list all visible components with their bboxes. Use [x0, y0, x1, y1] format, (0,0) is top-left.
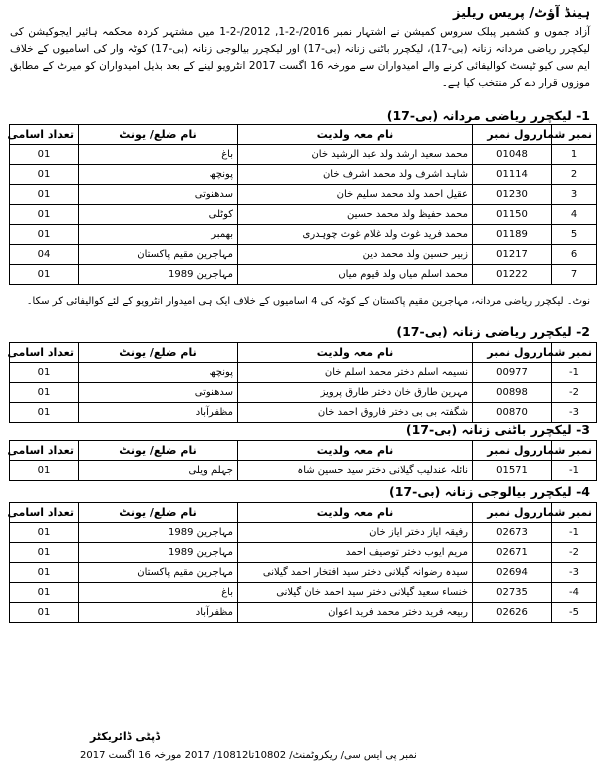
cell-district: مہاجرین 1989: [79, 543, 238, 563]
cell-roll: 01217: [473, 245, 552, 265]
table-row: [10, 523, 597, 543]
cell-district: پونچھ: [79, 165, 238, 185]
cell-district: پونچھ: [79, 363, 238, 383]
cell-name: زبیر حسین ولد محمد دین: [238, 245, 473, 265]
cell-roll: 01150: [473, 205, 552, 225]
table-row: [10, 265, 597, 285]
section-heading-botany-female: 3- لیکچرر باٹنی زنانہ (بی-17): [405, 422, 590, 437]
cell-district: مہاجرین 1989: [79, 523, 238, 543]
cell-district: سدھنوتی: [79, 383, 238, 403]
header-district: نام ضلع/ یونٹ: [79, 343, 238, 363]
section-note: نوٹ۔ لیکچرر ریاضی مردانہ، مہاجرین مقیم پاکستان کے کوٹہ کی 4 اسامیوں کے خلاف ایک ہی امیدوار انٹرویو کے لئے کوالیفائی کر سکا۔: [26, 296, 590, 307]
cell-district: سدھنوتی: [79, 185, 238, 205]
cell-count: 01: [10, 563, 79, 583]
cell-sno: -3: [552, 563, 597, 583]
header-roll: رول نمبر: [473, 343, 552, 363]
header-sno: نمبر شمار: [552, 343, 597, 363]
cell-count: 01: [10, 583, 79, 603]
cell-name: محمد اسلم میاں ولد قیوم میاں: [238, 265, 473, 285]
header-count: تعداد اسامی: [10, 503, 79, 523]
cell-name: ربیعہ فرید دختر محمد فرید اعوان: [238, 603, 473, 623]
cell-sno: -1: [552, 363, 597, 383]
cell-roll: 01222: [473, 265, 552, 285]
header-name: نام معہ ولدیت: [238, 441, 473, 461]
cell-sno: -4: [552, 583, 597, 603]
cell-district: کوٹلی: [79, 205, 238, 225]
signature-title: ڈپٹی ڈائریکٹر: [90, 730, 160, 743]
intro-paragraph: آزاد جموں و کشمیر پبلک سروس کمیشن نے اشتہار نمبر 2016/-2-1, 2012/-2-1 میں مشتہر کردہ محکمہ ہائیر ایجوکیشن کی لیکچرر ریاضی مردانہ زنانہ (بی-17)، لیکچرر باٹنی زنانہ (بی-17) اور لیکچرر بیالوجی زنانہ (بی-17) کوٹہ وار کی اسامیوں کے خلاف ایم سی کیو ٹیسٹ کوالیفائی کرنے والے امیدواران سے مورخہ 16 اگست 2017 انٹرویو لینے کے بعد بذیل امیدواران کو میرٹ کے مطابق موزوں قرار دے کر منتخب کیا ہے۔: [10, 26, 590, 89]
table-row: [10, 245, 597, 265]
table-biology-female: [9, 502, 597, 623]
cell-roll: 00898: [473, 383, 552, 403]
cell-roll: 01048: [473, 145, 552, 165]
header-roll: رول نمبر: [473, 441, 552, 461]
cell-name: محمد فرید غوث ولد غلام غوث چوہدری: [238, 225, 473, 245]
cell-count: 01: [10, 185, 79, 205]
table-row: [10, 225, 597, 245]
cell-sno: -1: [552, 523, 597, 543]
header-name: نام معہ ولدیت: [238, 503, 473, 523]
header-district: نام ضلع/ یونٹ: [79, 125, 238, 145]
table-row: [10, 563, 597, 583]
cell-name: شاہد اشرف ولد محمد اشرف خان: [238, 165, 473, 185]
cell-name: رفیقہ ایاز دختر ایاز خان: [238, 523, 473, 543]
cell-name: شگفتہ بی بی دختر فاروق احمد خان: [238, 403, 473, 423]
cell-name: محمد سعید ارشد ولد عبد الرشید خان: [238, 145, 473, 165]
cell-roll: 02673: [473, 523, 552, 543]
cell-roll: 02694: [473, 563, 552, 583]
cell-count: 01: [10, 165, 79, 185]
cell-name: خنساء سعید گیلانی دختر سید احمد خان گیلانی: [238, 583, 473, 603]
table-row: [10, 403, 597, 423]
cell-sno: 6: [552, 245, 597, 265]
cell-sno: -5: [552, 603, 597, 623]
cell-count: 01: [10, 523, 79, 543]
section-heading-biology-female: 4- لیکچرر بیالوجی زنانہ (بی-17): [389, 484, 590, 499]
table-row: [10, 165, 597, 185]
header-count: تعداد اسامی: [10, 343, 79, 363]
cell-roll: 00870: [473, 403, 552, 423]
table-row: [10, 145, 597, 165]
table-row: [10, 205, 597, 225]
cell-roll: 01230: [473, 185, 552, 205]
page-title: ہینڈ آؤٹ/ پریس ریلیز: [453, 6, 590, 21]
cell-count: 01: [10, 543, 79, 563]
table-maths-male: [9, 124, 597, 285]
cell-sno: 1: [552, 145, 597, 165]
cell-roll: 02626: [473, 603, 552, 623]
cell-district: بھمبر: [79, 225, 238, 245]
cell-name: محمد حفیظ ولد محمد حسین: [238, 205, 473, 225]
cell-district: مہاجرین مقیم پاکستان: [79, 563, 238, 583]
cell-sno: -3: [552, 403, 597, 423]
cell-name: نائلہ عندلیب گیلانی دختر سید حسین شاہ: [238, 461, 473, 481]
cell-roll: 01571: [473, 461, 552, 481]
reference-line: نمبر پی ایس سی/ ریکروٹمنٹ/ 10802تا10812/ 2017 مورخہ 16 اگست 2017: [80, 750, 417, 761]
header-name: نام معہ ولدیت: [238, 125, 473, 145]
cell-district: مہاجرین 1989: [79, 265, 238, 285]
cell-district: مہاجرین مقیم پاکستان: [79, 245, 238, 265]
cell-name: سیدہ رضوانہ گیلانی دختر سید افتخار احمد گیلانی: [238, 563, 473, 583]
table-row: [10, 185, 597, 205]
cell-roll: 01114: [473, 165, 552, 185]
cell-sno: 4: [552, 205, 597, 225]
header-count: تعداد اسامی: [10, 441, 79, 461]
cell-sno: 5: [552, 225, 597, 245]
cell-count: 01: [10, 461, 79, 481]
header-count: تعداد اسامی: [10, 125, 79, 145]
cell-count: 01: [10, 145, 79, 165]
cell-count: 01: [10, 225, 79, 245]
header-sno: نمبر شمار: [552, 125, 597, 145]
cell-count: 01: [10, 363, 79, 383]
header-sno: نمبر شمار: [552, 503, 597, 523]
cell-district: مظفرآباد: [79, 403, 238, 423]
cell-name: مہرین طارق خان دختر طارق پرویز: [238, 383, 473, 403]
cell-district: باغ: [79, 583, 238, 603]
table-maths-female: [9, 342, 597, 423]
cell-name: نسیمہ اسلم دختر محمد اسلم خان: [238, 363, 473, 383]
cell-name: عقیل احمد ولد محمد سلیم خان: [238, 185, 473, 205]
header-roll: رول نمبر: [473, 503, 552, 523]
cell-roll: 00977: [473, 363, 552, 383]
cell-count: 04: [10, 245, 79, 265]
header-name: نام معہ ولدیت: [238, 343, 473, 363]
header-sno: نمبر شمار: [552, 441, 597, 461]
cell-sno: -2: [552, 383, 597, 403]
cell-count: 01: [10, 403, 79, 423]
table-row: [10, 461, 597, 481]
table-row: [10, 543, 597, 563]
header-roll: رول نمبر: [473, 125, 552, 145]
cell-sno: 7: [552, 265, 597, 285]
cell-name: مریم ایوب دختر توصیف احمد: [238, 543, 473, 563]
cell-sno: 3: [552, 185, 597, 205]
cell-sno: 2: [552, 165, 597, 185]
header-district: نام ضلع/ یونٹ: [79, 441, 238, 461]
table-row: [10, 603, 597, 623]
cell-district: باغ: [79, 145, 238, 165]
cell-count: 01: [10, 265, 79, 285]
section-heading-maths-female: 2- لیکچرر ریاضی زنانہ (بی-17): [396, 324, 590, 339]
cell-roll: 02735: [473, 583, 552, 603]
cell-district: مظفرآباد: [79, 603, 238, 623]
cell-roll: 02671: [473, 543, 552, 563]
cell-sno: -1: [552, 461, 597, 481]
cell-district: جہلم ویلی: [79, 461, 238, 481]
header-district: نام ضلع/ یونٹ: [79, 503, 238, 523]
cell-sno: -2: [552, 543, 597, 563]
section-heading-maths-male: 1- لیکچرر ریاضی مردانہ (بی-17): [386, 108, 590, 123]
table-row: [10, 363, 597, 383]
table-botany-female: [9, 440, 597, 481]
cell-count: 01: [10, 383, 79, 403]
table-row: [10, 583, 597, 603]
cell-count: 01: [10, 205, 79, 225]
cell-count: 01: [10, 603, 79, 623]
table-row: [10, 383, 597, 403]
cell-roll: 01189: [473, 225, 552, 245]
